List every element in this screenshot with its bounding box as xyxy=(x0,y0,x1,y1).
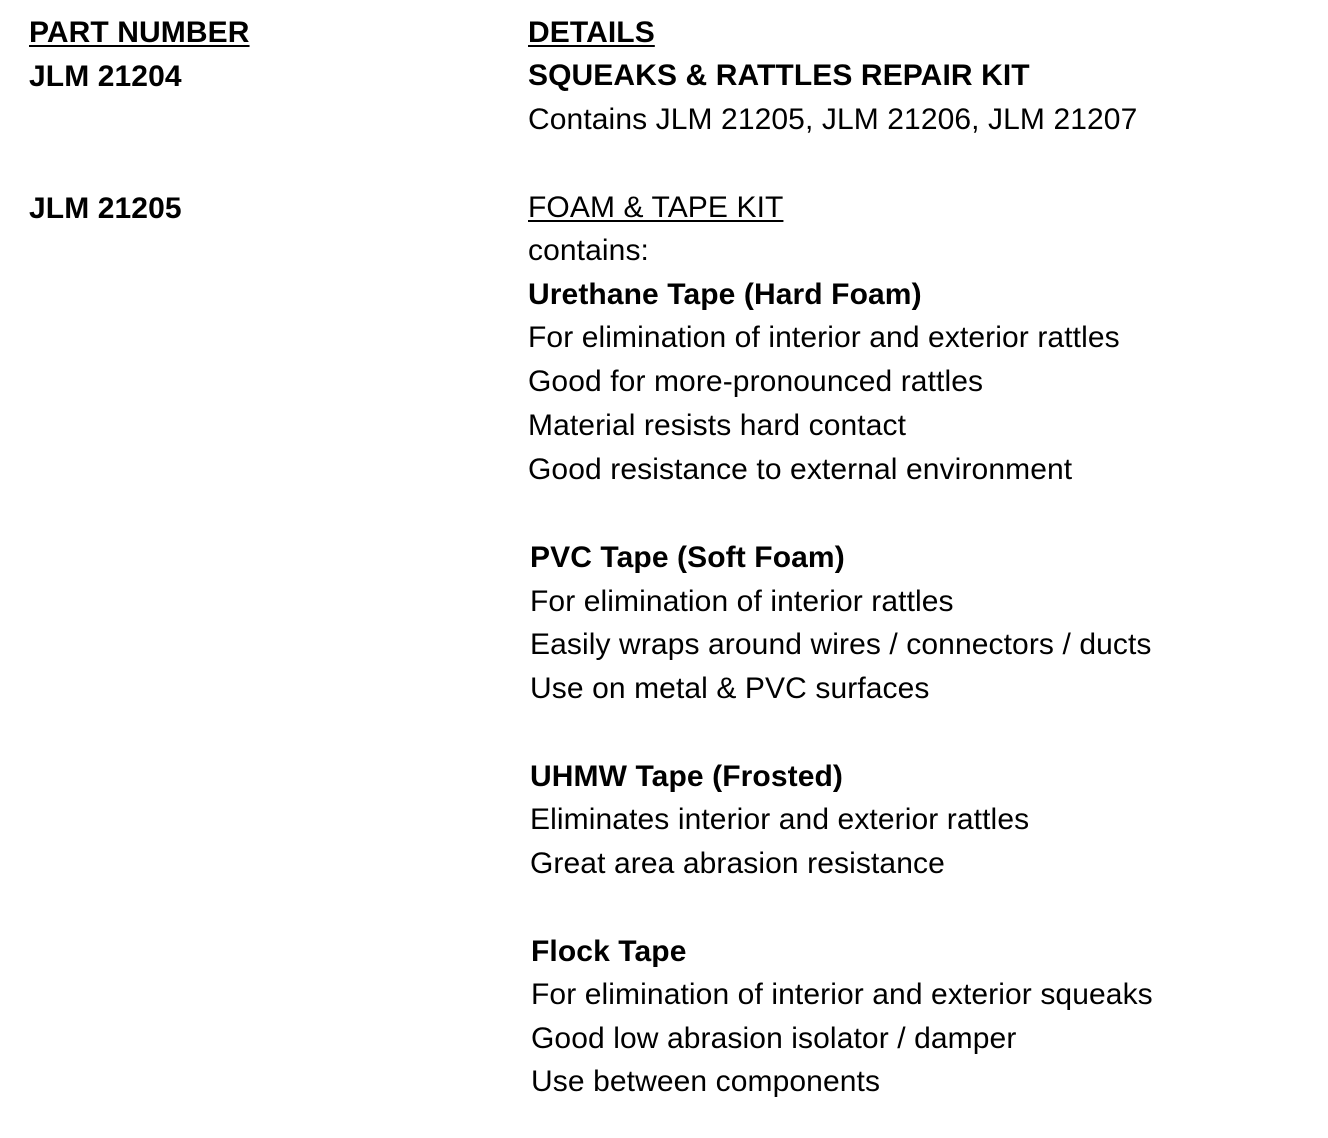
section-line: Easily wraps around wires / connectors / ducts xyxy=(530,628,1152,661)
section-line: Use on metal & PVC surfaces xyxy=(530,672,930,705)
kit-contains-text: Contains JLM 21205, JLM 21206, JLM 21207 xyxy=(528,103,1138,136)
kit-title-repair-kit: SQUEAKS & RATTLES REPAIR KIT xyxy=(528,59,1030,92)
kit-contains-label: contains: xyxy=(528,234,649,267)
section-title-urethane-tape: Urethane Tape (Hard Foam) xyxy=(528,278,922,311)
details-header: DETAILS xyxy=(528,16,655,49)
section-line: Good for more-pronounced rattles xyxy=(528,365,984,398)
section-title-flock-tape: Flock Tape xyxy=(531,935,687,968)
section-line: Great area abrasion resistance xyxy=(530,847,945,880)
section-line: Good low abrasion isolator / damper xyxy=(531,1022,1017,1055)
section-line: Good resistance to external environment xyxy=(528,453,1073,486)
part-number-jlm-21204: JLM 21204 xyxy=(29,60,182,93)
section-line: For elimination of interior rattles xyxy=(530,585,954,618)
section-title-pvc-tape: PVC Tape (Soft Foam) xyxy=(530,541,845,574)
part-number-header: PART NUMBER xyxy=(29,16,250,49)
section-line: Material resists hard contact xyxy=(528,409,907,442)
section-line: For elimination of interior and exterior squeaks xyxy=(531,978,1153,1011)
section-line: Use between components xyxy=(531,1065,881,1098)
part-number-jlm-21205: JLM 21205 xyxy=(29,192,182,225)
section-title-uhmw-tape: UHMW Tape (Frosted) xyxy=(530,760,843,793)
section-line: Eliminates interior and exterior rattles xyxy=(530,803,1030,836)
section-line: For elimination of interior and exterior rattles xyxy=(528,321,1120,354)
kit-title-foam-tape: FOAM & TAPE KIT xyxy=(528,191,784,224)
